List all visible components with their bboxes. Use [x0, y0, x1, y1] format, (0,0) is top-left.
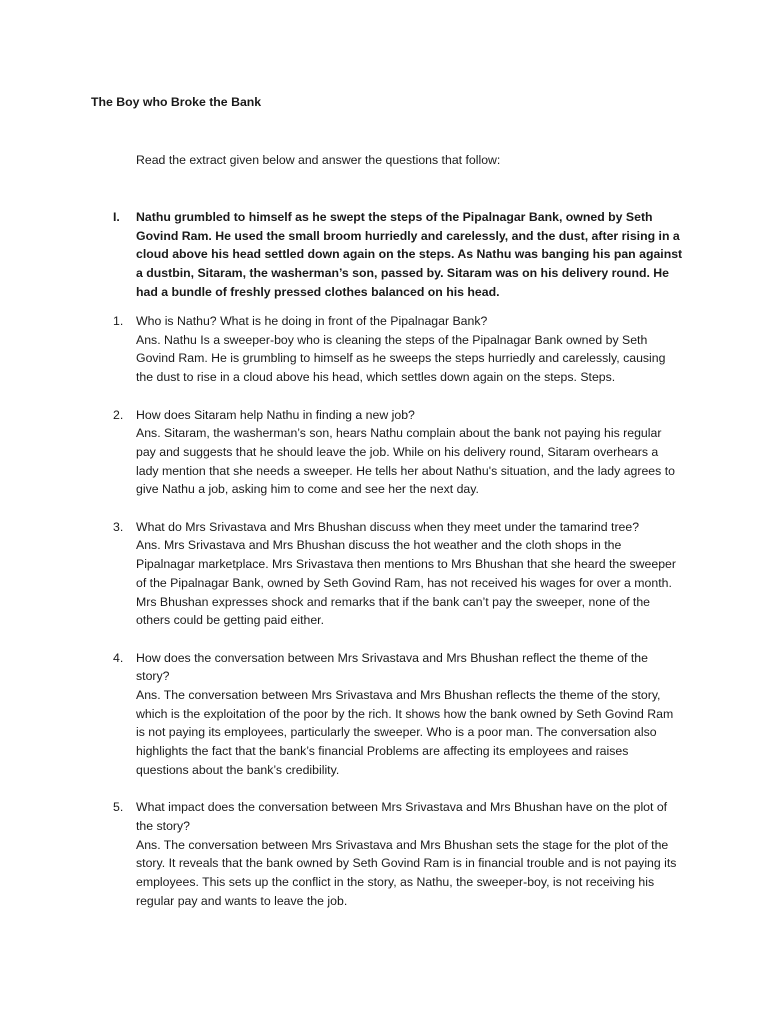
question-text: Who is Nathu? What is he doing in front of the Pipalnagar Bank?: [136, 314, 488, 328]
question-list: [113, 312, 683, 929]
question-item-1: [113, 312, 683, 387]
instruction-text: Read the extract given below and answer the questions that follow:: [136, 153, 501, 167]
question-text: How does Sitaram help Nathu in finding a new job?: [136, 407, 415, 422]
question-number: 5.: [113, 800, 124, 815]
answer-text: Ans. Nathu Is a sweeper-boy who is cleaning the steps of the Pipalnagar Bank owned by Seth Govind Ram. He is grumbling to himself as he sweeps the steps hurriedly and carelessly, causing the dust to rise in a cloud above his head, which settles down again on the steps. Steps.: [136, 332, 666, 385]
question-item-2: [113, 406, 683, 500]
answer-text: Ans. The conversation between Mrs Srivastava and Mrs Bhushan sets the stage for the plot of the story. It reveals that the bank owned by Seth Govind Ram is in financial trouble and is not paying its employees. This sets up the conflict in the story, as Nathu, the sweeper-boy, is not receiving his regular pay and wants to leave the job.: [136, 837, 677, 908]
extract-text: Nathu grumbled to himself as he swept the steps of the Pipalnagar Bank, owned by Seth Govind Ram. He used the small broom hurriedly and carelessly, and the dust, after rising in a cloud above his head settled down again on the steps. As Nathu was banging his pan against a dustbin, Sitaram, the washerman’s son, passed by. Sitaram was on his delivery round. He had a bundle of freshly pressed clothes balanced on his head.: [136, 210, 683, 299]
answer-text: Ans. Mrs Srivastava and Mrs Bhushan discuss the hot weather and the cloth shops in the Pipalnagar marketplace. Mrs Srivastava then mentions to Mrs Bhushan that she heard the sweeper of the Pipalnagar Bank, owned by Seth Govind Ram, has not received his wages for over a month. Mrs Bhushan expresses shock and remarks that if the bank can’t pay the sweeper, none of the others could be getting paid either.: [136, 538, 676, 628]
extract-passage: [113, 208, 683, 302]
question-item-3: [113, 518, 683, 630]
question-number: 4.: [113, 650, 124, 665]
extract-marker: I.: [113, 210, 120, 224]
question-number: 3.: [113, 519, 124, 534]
question-text: What do Mrs Srivastava and Mrs Bhushan discuss when they meet under the tamarind tree?: [136, 519, 640, 534]
question-number: 1.: [113, 314, 124, 328]
answer-text: Ans. The conversation between Mrs Srivastava and Mrs Bhushan reflects the theme of the story, which is the exploitation of the poor by the rich. It shows how the bank owned by Seth Govind Ram is not paying its employees, particularly the sweeper. Who is a poor man. The conversation also highlights the fact that the bank’s financial Problems are affecting its employees and raises questions about the bank’s credibility.: [136, 688, 674, 777]
question-text: What impact does the conversation between Mrs Srivastava and Mrs Bhushan have on the plot of the story?: [136, 800, 668, 833]
question-number: 2.: [113, 407, 124, 422]
answer-text: Ans. Sitaram, the washerman’s son, hears Nathu complain about the bank not paying his regular pay and suggests that he should leave the job. While on his delivery round, Sitaram overhears a lady mention that she needs a sweeper. He tells her about Nathu's situation, and the lady agrees to give Nathu a job, asking him to come and see her the next day.: [136, 426, 675, 497]
question-text: How does the conversation between Mrs Srivastava and Mrs Bhushan reflect the theme of the story?: [136, 650, 648, 684]
question-item-5: [113, 798, 683, 910]
document-title: The Boy who Broke the Bank: [91, 95, 262, 109]
question-item-4: [113, 649, 683, 780]
